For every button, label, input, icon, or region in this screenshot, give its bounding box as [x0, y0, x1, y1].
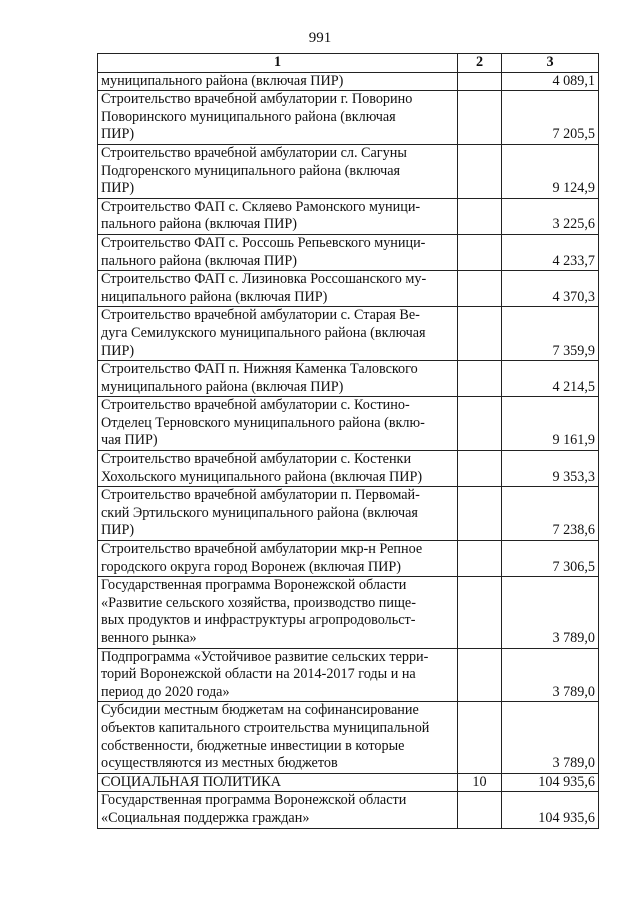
- table-body: [98, 72, 599, 828]
- row-section-code: [458, 271, 502, 307]
- row-section-code: [458, 234, 502, 270]
- description-line: Хохольского муниципального района (включая ПИР): [101, 468, 423, 485]
- table-row: [98, 451, 599, 487]
- row-section-code: [458, 451, 502, 487]
- table-row: [98, 487, 599, 541]
- description-line: Строительство врачебной амбулатории с. Костино-: [101, 397, 410, 414]
- column-header-1: 1: [98, 54, 458, 73]
- table-row: [98, 72, 599, 91]
- description-line: дуга Семилукского муниципального района (включая: [101, 324, 426, 341]
- row-amount: 4 233,7: [502, 234, 599, 270]
- description-line: ПИР): [101, 342, 135, 359]
- row-description: [98, 773, 458, 792]
- description-line: Строительство ФАП с. Россошь Репьевского муници-: [101, 234, 426, 251]
- description-line: торий Воронежской области на 2014-2017 годы и на: [101, 666, 416, 683]
- row-description: [98, 144, 458, 198]
- row-description: [98, 702, 458, 773]
- row-amount: 9 161,9: [502, 397, 599, 451]
- row-amount: 4 370,3: [502, 271, 599, 307]
- row-description: [98, 234, 458, 270]
- row-amount: 7 238,6: [502, 487, 599, 541]
- row-section-code: [458, 91, 502, 145]
- description-line: объектов капитального строительства муниципальной: [101, 719, 430, 736]
- row-section-code: [458, 702, 502, 773]
- table-row: [98, 577, 599, 648]
- description-line: венного рынка»: [101, 630, 197, 646]
- description-line: муниципального района (включая ПИР): [101, 72, 344, 89]
- description-line: Подпрограмма «Устойчивое развитие сельских терри-: [101, 648, 429, 665]
- description-line: «Развитие сельского хозяйства, производство пище-: [101, 594, 416, 611]
- row-description: [98, 198, 458, 234]
- row-description: [98, 72, 458, 91]
- description-line: осуществляются из местных бюджетов: [101, 755, 338, 772]
- description-line: «Социальная поддержка граждан»: [101, 809, 310, 826]
- description-line: Отделец Терновского муниципального района (вклю-: [101, 414, 425, 431]
- row-section-code: [458, 397, 502, 451]
- description-line: ский Эртильского муниципального района (включая: [101, 504, 418, 521]
- row-description: [98, 487, 458, 541]
- row-amount: 3 789,0: [502, 702, 599, 773]
- row-section-code: [458, 648, 502, 702]
- row-section-code: 10: [458, 773, 502, 792]
- row-section-code: [458, 487, 502, 541]
- row-amount: 104 935,6: [502, 773, 599, 792]
- description-line: Государственная программа Воронежской области: [101, 577, 407, 594]
- description-line: Подгоренского муниципального района (включая: [101, 162, 401, 179]
- row-section-code: [458, 144, 502, 198]
- description-line: период до 2020 года»: [101, 683, 230, 700]
- description-line: Строительство ФАП с. Лизиновка Россошанского му-: [101, 271, 427, 288]
- description-line: Строительство ФАП с. Скляево Рамонского муници-: [101, 198, 421, 215]
- row-amount: 4 214,5: [502, 361, 599, 397]
- row-description: [98, 792, 458, 828]
- description-line: Строительство врачебной амбулатории с. Старая Ве-: [101, 307, 420, 324]
- row-section-code: [458, 307, 502, 361]
- row-description: [98, 451, 458, 487]
- row-description: [98, 648, 458, 702]
- description-line: городского округа город Воронеж (включая ПИР): [101, 558, 402, 575]
- description-line: Строительство врачебной амбулатории г. Поворино: [101, 91, 413, 108]
- description-line: Государственная программа Воронежской области: [101, 792, 407, 809]
- table-header-row: [98, 54, 599, 73]
- row-amount: 3 225,6: [502, 198, 599, 234]
- description-line: ПИР): [101, 522, 135, 539]
- row-amount: 104 935,6: [502, 792, 599, 828]
- description-line: Строительство врачебной амбулатории с. Костенки: [101, 451, 412, 468]
- row-description: [98, 541, 458, 577]
- table-row: [98, 198, 599, 234]
- table-row: [98, 91, 599, 145]
- row-amount: 9 353,3: [502, 451, 599, 487]
- description-line: пального района (включая ПИР): [101, 252, 297, 269]
- description-line: Строительство врачебной амбулатории мкр-н Репное: [101, 541, 423, 558]
- page-number: 991: [308, 30, 332, 46]
- description-line: Строительство врачебной амбулатории сл. Сагуны: [101, 144, 407, 161]
- row-section-code: [458, 198, 502, 234]
- row-amount: 7 359,9: [502, 307, 599, 361]
- description-line: ниципального района (включая ПИР): [101, 288, 328, 305]
- table-row: [98, 144, 599, 198]
- row-section-code: [458, 792, 502, 828]
- row-description: [98, 397, 458, 451]
- column-header-2: 2: [458, 54, 502, 73]
- row-description: [98, 577, 458, 648]
- table-row: [98, 361, 599, 397]
- description-line: чая ПИР): [101, 432, 158, 449]
- row-amount: 3 789,0: [502, 577, 599, 648]
- row-section-code: [458, 541, 502, 577]
- row-amount: 7 306,5: [502, 541, 599, 577]
- table-row: [98, 271, 599, 307]
- budget-table: [97, 53, 599, 829]
- row-amount: 7 205,5: [502, 91, 599, 145]
- row-description: [98, 271, 458, 307]
- row-section-code: [458, 361, 502, 397]
- description-line: Строительство врачебной амбулатории п. Первомай-: [101, 487, 420, 504]
- table-row: [98, 234, 599, 270]
- table-row: [98, 307, 599, 361]
- table-row: [98, 541, 599, 577]
- row-section-code: [458, 72, 502, 91]
- description-line: ПИР): [101, 180, 135, 197]
- description-line: пального района (включая ПИР): [101, 216, 297, 233]
- row-section-code: [458, 577, 502, 648]
- row-amount: 4 089,1: [502, 72, 599, 91]
- description-line: Субсидии местным бюджетам на софинансирование: [101, 702, 419, 719]
- row-description: [98, 91, 458, 145]
- table-row: [98, 792, 599, 828]
- description-line: Поворинского муниципального района (включая: [101, 108, 396, 125]
- description-line: вых продуктов и инфраструктуры агропродовольст-: [101, 612, 416, 629]
- description-line: СОЦИАЛЬНАЯ ПОЛИТИКА: [101, 773, 281, 790]
- description-line: Строительство ФАП п. Нижняя Каменка Таловского: [101, 361, 418, 378]
- description-line: ПИР): [101, 126, 135, 143]
- row-description: [98, 361, 458, 397]
- description-line: муниципального района (включая ПИР): [101, 378, 344, 395]
- row-amount: 3 789,0: [502, 648, 599, 702]
- column-header-3: 3: [502, 54, 599, 73]
- row-description: [98, 307, 458, 361]
- table-row: [98, 702, 599, 773]
- table-row: [98, 773, 599, 792]
- row-amount: 9 124,9: [502, 144, 599, 198]
- description-line: собственности, бюджетные инвестиции в которые: [101, 737, 405, 754]
- table-row: [98, 648, 599, 702]
- table-row: [98, 397, 599, 451]
